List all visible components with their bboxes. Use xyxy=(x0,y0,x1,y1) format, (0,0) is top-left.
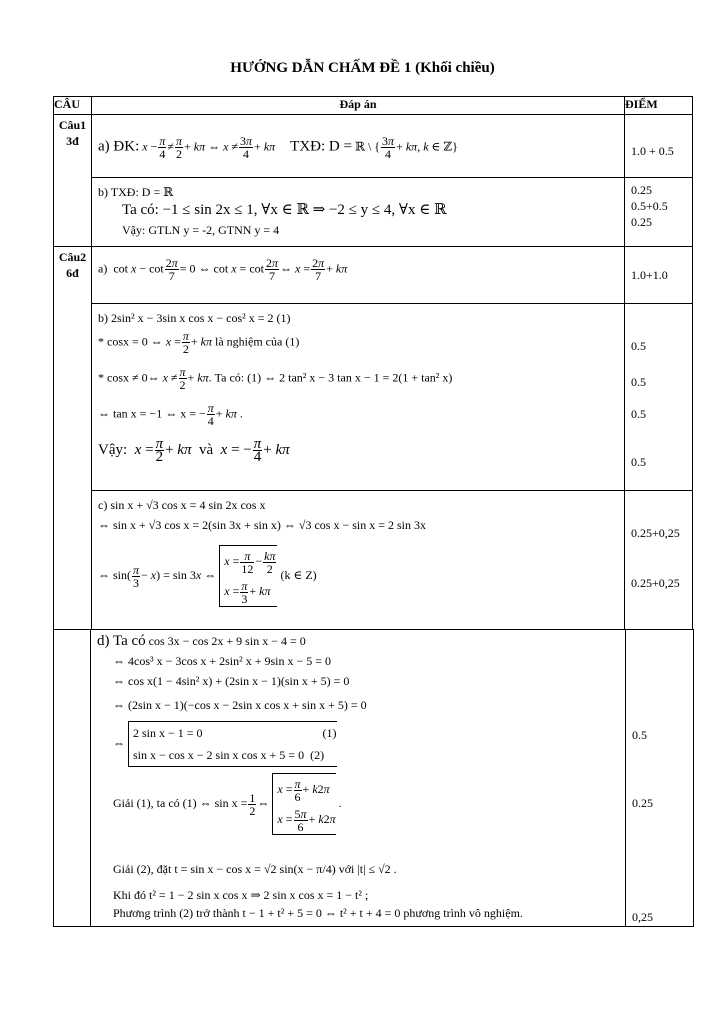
q2-b-score-cell xyxy=(625,304,693,491)
header-diem: ĐIỂM xyxy=(625,97,693,115)
q2-c-line1: c) sin x + √3 cos x = 4 sin 2x cos x xyxy=(98,498,266,512)
q1-a-content: a) ĐK: x − $\frac{\pi}{4}$ ≠ $\frac{\pi}{2}$ + kπ ⇔ x ≠ $\frac{3\pi}{4}$ + kπ TXĐ: D = ℝ \ { $\frac{3\pi}{4}$ + kπ, k ∈ ℤ} xyxy=(98,134,458,161)
q2-d-line2: ⇔ 4cos³ x − 3cos x + 2sin² x + 9sin x − 5 = 0 xyxy=(113,654,332,668)
q2-d-solve1: Giải (1), ta có (1) ⇔ sin x = $\frac{1}{2}$ ⇔ x = $\frac{\pi}{6}$ + k2π x = $\frac{5\pi}{6}$ + k2π . xyxy=(113,773,342,835)
q2-b-row xyxy=(54,304,693,491)
q2-b-answer xyxy=(92,304,625,491)
q2-a-answer xyxy=(92,247,625,304)
q1-b-score-cell xyxy=(625,178,693,247)
q2-d-block xyxy=(53,629,693,927)
q2-b-score-4: 0.5 xyxy=(631,455,646,469)
page-title: HƯỚNG DẪN CHẤM ĐỀ 1 (Khối chiều) xyxy=(230,60,495,76)
q2-b-score-3: 0.5 xyxy=(631,407,646,421)
q2-d-answer xyxy=(90,629,626,927)
q2-c-line3: ⇔ sin( $\frac{\pi}{3}$ − x) = sin 3x ⇔ x = $\frac{\pi}{12}$ − $\frac{k\pi}{2}$ x = $\frac{\pi}{3}$ + kπ (k ∈ Z) xyxy=(98,545,317,607)
q1-b-score-3: 0.25 xyxy=(631,215,652,229)
q2-b-conclusion: Vậy: x = $\frac{\pi}{2}$ + kπ và x = − $\frac{\pi}{4}$ + kπ xyxy=(98,436,290,465)
q1-b-score-2: 0.5+0.5 xyxy=(631,199,668,213)
q1-a-row xyxy=(54,115,693,178)
q2-points: 6đ xyxy=(66,266,79,280)
q2-a-row xyxy=(54,247,693,304)
q2-b-case1: * cosx = 0 ⇔ x = $\frac{\pi}{2}$ + kπ là nghiệm của (1) xyxy=(98,329,300,356)
q2-label-cell xyxy=(54,247,92,630)
q1-points: 3đ xyxy=(66,134,79,148)
q1-label-cell xyxy=(54,115,92,247)
q2-d-line4: ⇔ (2sin x − 1)(−cos x − 2sin x cos x + sin x + 5) = 0 xyxy=(113,698,367,712)
q2-a-score: 1.0+1.0 xyxy=(631,268,668,282)
q2-c-score-2: 0.25+0,25 xyxy=(631,576,680,590)
q2-d-score-2: 0.25 xyxy=(632,796,653,810)
q2-d-score-cell xyxy=(625,629,694,927)
q2-d-khi-do: Khi đó t² = 1 − 2 sin x cos x ⇒ 2 sin x cos x = 1 − t² ; xyxy=(113,888,369,902)
q2-d-score-1: 0.5 xyxy=(632,728,647,742)
q1-b-line1: b) TXĐ: D = ℝ xyxy=(98,185,174,199)
q2-d-system: ⇔ 2 sin x − 1 = 0 (1) sin x − cos x − 2 sin x cos x + 5 = 0 (2) xyxy=(113,721,337,767)
q2-c-score-1: 0.25+0,25 xyxy=(631,526,680,540)
q2-c-line2: ⇔ sin x + √3 cos x = 2(sin 3x + sin x) ⇔ √3 cos x − sin x = 2 sin 3x xyxy=(98,518,427,532)
q2-b-case2: * cosx ≠ 0⇔ x ≠ $\frac{\pi}{2}$ + kπ. Ta có: (1) ⇔ 2 tan² x − 3 tan x − 1 = 2(1 + tan² x) xyxy=(98,365,453,392)
q1-a-answer xyxy=(92,115,625,178)
q2-label: Câu2 xyxy=(58,250,87,264)
q1-b-line3: Vậy: GTLN y = -2, GTNN y = 4 xyxy=(122,223,280,237)
q1-b-row xyxy=(54,178,693,247)
q2-c-score-cell xyxy=(625,491,693,630)
q1-b-line2: Ta có: −1 ≤ sin 2x ≤ 1, ∀x ∈ ℝ ⇒ −2 ≤ y ≤ 4, ∀x ∈ ℝ xyxy=(122,202,447,218)
q2-d-score-3: 0,25 xyxy=(632,910,653,924)
q2-b-line4: ⇔ tan x = −1 ⇔ x = − $\frac{\pi}{4}$ + kπ . xyxy=(98,401,243,428)
q1-a-score: 1.0 + 0.5 xyxy=(631,144,674,158)
table-header xyxy=(54,97,693,115)
q2-b-line1: b) 2sin² x − 3sin x cos x − cos² x = 2 (1) xyxy=(98,311,291,325)
q1-b-score-1: 0.25 xyxy=(631,183,652,197)
header-dap-an: Đáp án xyxy=(92,97,625,115)
q2-c-answer xyxy=(92,491,625,630)
q2-c-solution-set: x = $\frac{\pi}{12}$ − $\frac{k\pi}{2}$ x = $\frac{\pi}{3}$ + kπ xyxy=(219,545,277,607)
q2-d-line1: d) Ta có cos 3x − cos 2x + 9 sin x − 4 = 0 xyxy=(97,633,306,649)
q2-b-score-2: 0.5 xyxy=(631,375,646,389)
q2-a-score-cell xyxy=(625,247,693,304)
header-cau: CÂU xyxy=(54,97,92,115)
q1-a-score-cell xyxy=(625,115,693,178)
q2-c-row xyxy=(54,491,693,630)
q2-a-content: a) cot x − cot $\frac{2\pi}{7}$ = 0 ⇔ cot x = cot $\frac{2\pi}{7}$ ⇔ x = $\frac{2\pi}{7}$ + kπ xyxy=(98,256,348,283)
q2-b-score-1: 0.5 xyxy=(631,339,646,353)
q1-b-answer xyxy=(92,178,625,247)
q2-d-phuong-trinh: Phương trình (2) trở thành t − 1 + t² + 5 = 0 ⇔ t² + t + 4 = 0 phương trình vô nghiệm. xyxy=(113,906,523,920)
q2-d-line3: ⇔ cos x(1 − 4sin² x) + (2sin x − 1)(sin x + 5) = 0 xyxy=(113,674,350,688)
q1-label: Câu1 xyxy=(58,118,87,132)
grading-table xyxy=(53,96,693,630)
q2-d-solve2: Giải (2), đặt t = sin x − cos x = √2 sin(x − π/4) với |t| ≤ √2 . xyxy=(113,862,397,876)
